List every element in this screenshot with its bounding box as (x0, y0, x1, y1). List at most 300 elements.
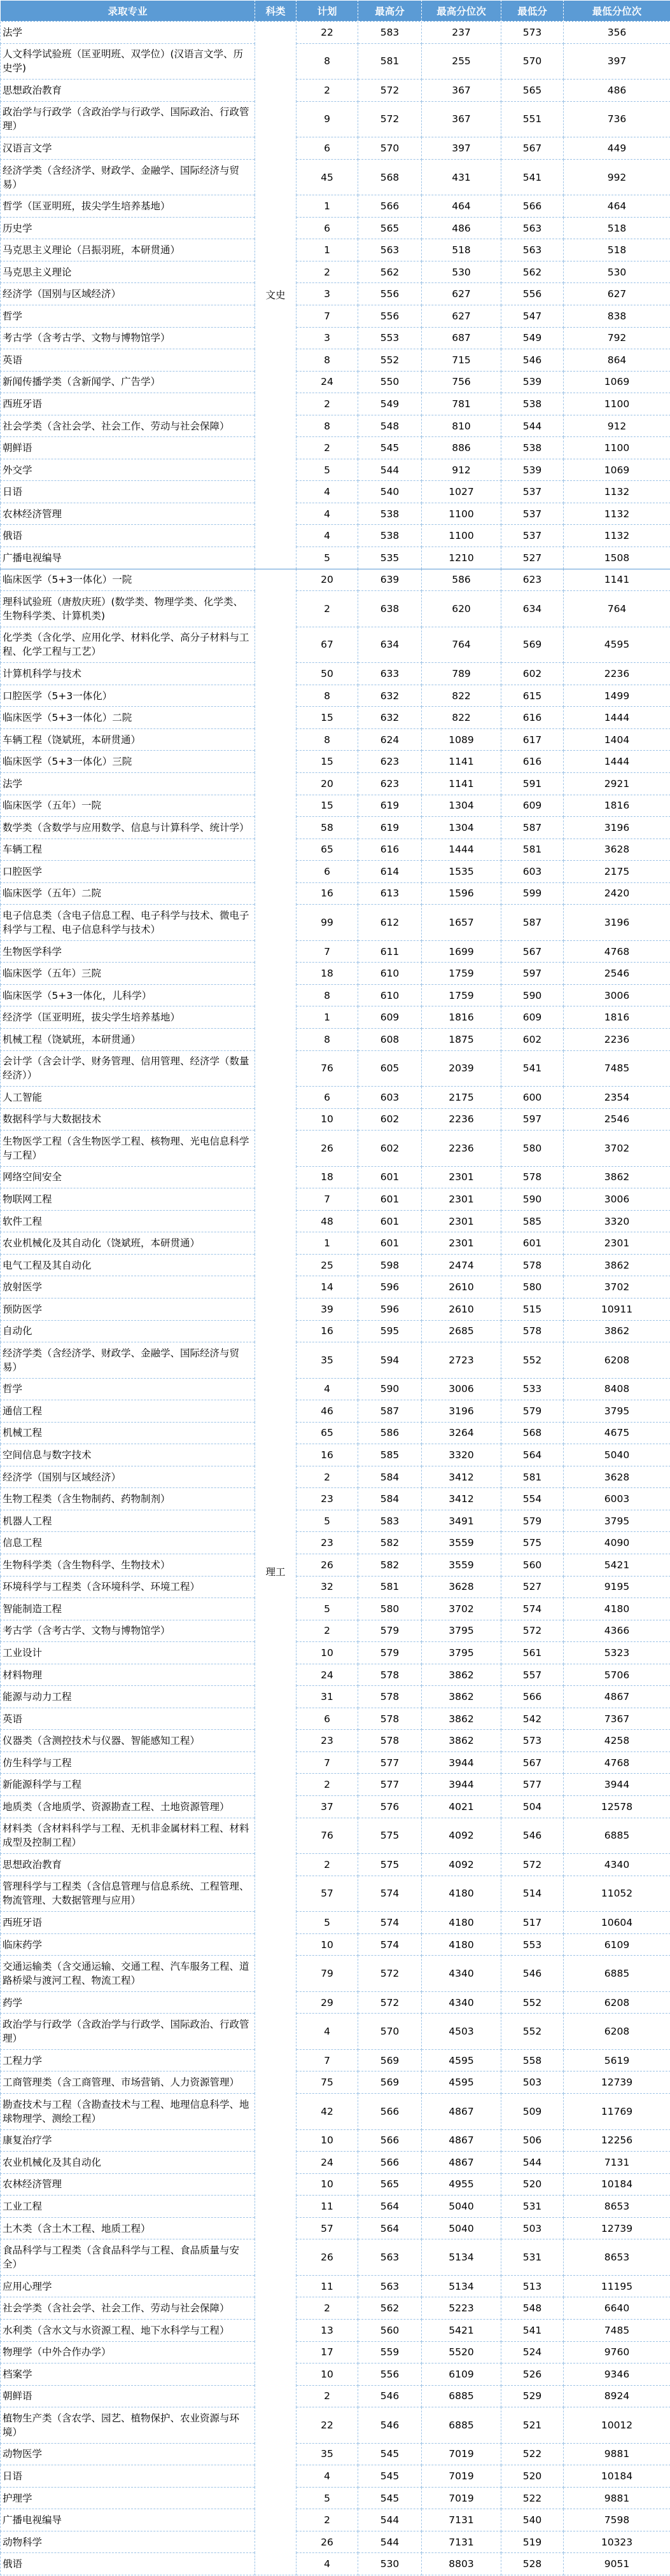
cell-plan: 6 (297, 861, 358, 883)
cell-min-rank: 7367 (564, 1708, 670, 1730)
cell-max-rank: 4021 (422, 1796, 501, 1818)
table-row (1, 1400, 670, 1423)
cell-plan: 11 (297, 2196, 358, 2218)
cell-min-score: 546 (501, 349, 564, 372)
cell-major: 经济学（国别与区域经济） (1, 283, 255, 305)
table-row (1, 1254, 670, 1276)
table-row (1, 1466, 670, 1488)
cell-category: 文史 (255, 22, 297, 569)
table-row (1, 2094, 670, 2130)
cell-max-rank: 7131 (422, 2531, 501, 2553)
table-row (1, 101, 670, 137)
table-row (1, 1444, 670, 1466)
cell-major: 哲学 (1, 305, 255, 328)
cell-plan: 2 (297, 1774, 358, 1796)
cell-max-rank: 464 (422, 195, 501, 218)
cell-min-rank: 3795 (564, 1400, 670, 1423)
cell-min-score: 597 (501, 1108, 564, 1131)
cell-max-rank: 3264 (422, 1422, 501, 1444)
cell-max-rank: 810 (422, 415, 501, 437)
cell-min-rank: 1404 (564, 728, 670, 751)
cell-min-score: 539 (501, 371, 564, 393)
cell-major: 临床医学（五年）二院 (1, 882, 255, 905)
table-row (1, 1854, 670, 1876)
table-row (1, 1554, 670, 1577)
cell-max-rank: 1304 (422, 817, 501, 839)
cell-plan: 4 (297, 503, 358, 525)
cell-plan: 10 (297, 1933, 358, 1956)
cell-max-score: 601 (358, 1188, 422, 1211)
cell-max-rank: 3795 (422, 1620, 501, 1642)
cell-min-score: 547 (501, 305, 564, 328)
table-row (1, 1796, 670, 1818)
table-row (1, 2385, 670, 2407)
cell-min-rank: 792 (564, 327, 670, 349)
cell-plan: 7 (297, 940, 358, 963)
cell-max-score: 613 (358, 882, 422, 905)
cell-major: 朝鲜语 (1, 437, 255, 459)
cell-major: 英语 (1, 349, 255, 372)
cell-max-rank: 3795 (422, 1642, 501, 1664)
cell-max-rank: 715 (422, 349, 501, 372)
cell-min-rank: 6885 (564, 1956, 670, 1992)
cell-min-rank: 3944 (564, 1774, 670, 1796)
cell-min-score: 602 (501, 663, 564, 685)
cell-max-rank: 2610 (422, 1298, 501, 1320)
cell-major: 朝鲜语 (1, 2385, 255, 2407)
cell-major: 法学 (1, 772, 255, 795)
cell-min-score: 533 (501, 1378, 564, 1400)
cell-plan: 9 (297, 101, 358, 137)
cell-max-score: 639 (358, 569, 422, 591)
table-row (1, 984, 670, 1006)
cell-max-score: 582 (358, 1532, 422, 1554)
cell-max-score: 563 (358, 2275, 422, 2297)
cell-major: 临床医学（五年）三院 (1, 963, 255, 985)
cell-max-rank: 1100 (422, 525, 501, 547)
cell-min-score: 522 (501, 2443, 564, 2465)
cell-major: 工业工程 (1, 2196, 255, 2218)
cell-max-score: 568 (358, 159, 422, 195)
table-row (1, 1912, 670, 1934)
cell-max-rank: 764 (422, 627, 501, 663)
cell-max-rank: 3702 (422, 1598, 501, 1620)
cell-max-rank: 7019 (422, 2443, 501, 2465)
cell-plan: 10 (297, 2173, 358, 2196)
cell-plan: 4 (297, 525, 358, 547)
cell-major: 药学 (1, 1991, 255, 2014)
cell-plan: 2 (297, 2509, 358, 2531)
cell-max-score: 560 (358, 2319, 422, 2341)
cell-max-rank: 3196 (422, 1400, 501, 1423)
cell-max-score: 632 (358, 685, 422, 707)
cell-max-rank: 7019 (422, 2487, 501, 2509)
cell-plan: 2 (297, 261, 358, 283)
cell-major: 自动化 (1, 1320, 255, 1342)
cell-max-rank: 4595 (422, 2071, 501, 2094)
cell-max-score: 603 (358, 1087, 422, 1109)
cell-max-score: 563 (358, 239, 422, 261)
cell-max-score: 624 (358, 728, 422, 751)
cell-plan: 75 (297, 2071, 358, 2094)
cell-max-score: 577 (358, 1751, 422, 1774)
table-row (1, 43, 670, 80)
cell-max-rank: 5223 (422, 2297, 501, 2320)
cell-min-score: 616 (501, 707, 564, 729)
cell-plan: 31 (297, 1686, 358, 1708)
cell-major: 经济学类（含经济学、财政学、金融学、国际经济与贸易） (1, 1342, 255, 1379)
cell-max-score: 566 (358, 2129, 422, 2152)
cell-max-score: 562 (358, 2297, 422, 2320)
cell-min-score: 527 (501, 547, 564, 569)
cell-min-rank: 6003 (564, 1488, 670, 1510)
cell-min-score: 590 (501, 984, 564, 1006)
cell-major: 农业机械化及其自动化 (1, 2152, 255, 2174)
cell-max-rank: 756 (422, 371, 501, 393)
cell-plan: 5 (297, 1912, 358, 1934)
cell-major: 地质类（含地质学、资源勘查工程、土地资源管理） (1, 1796, 255, 1818)
cell-min-rank: 5323 (564, 1642, 670, 1664)
cell-max-rank: 2685 (422, 1320, 501, 1342)
table-row (1, 2407, 670, 2444)
cell-min-rank: 9195 (564, 1576, 670, 1598)
cell-max-score: 598 (358, 1254, 422, 1276)
cell-min-score: 503 (501, 2071, 564, 2094)
cell-min-score: 585 (501, 1210, 564, 1232)
cell-major: 人文科学试验班（匡亚明班、双学位）(汉语言文学、历史学) (1, 43, 255, 80)
cell-min-score: 601 (501, 1232, 564, 1255)
cell-plan: 15 (297, 751, 358, 773)
cell-max-rank: 2301 (422, 1188, 501, 1211)
cell-min-rank: 3196 (564, 817, 670, 839)
cell-plan: 57 (297, 1876, 358, 1912)
cell-major: 网络空间安全 (1, 1166, 255, 1188)
cell-major: 交通运输类（含交通运输、交通工程、汽车服务工程、道路桥梁与渡河工程、物流工程） (1, 1956, 255, 1992)
cell-min-rank: 10184 (564, 2465, 670, 2488)
cell-max-score: 616 (358, 839, 422, 861)
cell-plan: 8 (297, 1028, 358, 1050)
cell-min-rank: 4366 (564, 1620, 670, 1642)
cell-min-rank: 3862 (564, 1320, 670, 1342)
cell-min-rank: 12578 (564, 1796, 670, 1818)
table-row (1, 627, 670, 663)
cell-plan: 1 (297, 1232, 358, 1255)
cell-max-score: 583 (358, 22, 422, 44)
cell-max-rank: 3006 (422, 1378, 501, 1400)
cell-plan: 10 (297, 2129, 358, 2152)
cell-max-score: 530 (358, 2553, 422, 2575)
cell-max-score: 564 (358, 2196, 422, 2218)
cell-major: 电气工程及其自动化 (1, 1254, 255, 1276)
cell-min-score: 572 (501, 1620, 564, 1642)
cell-min-rank: 9760 (564, 2341, 670, 2364)
cell-min-rank: 1444 (564, 707, 670, 729)
cell-min-score: 524 (501, 2341, 564, 2364)
cell-min-rank: 3628 (564, 1466, 670, 1488)
cell-min-rank: 2921 (564, 772, 670, 795)
cell-max-score: 590 (358, 1378, 422, 1400)
cell-max-score: 585 (358, 1444, 422, 1466)
cell-min-rank: 736 (564, 101, 670, 137)
table-row (1, 839, 670, 861)
cell-min-rank: 397 (564, 43, 670, 80)
cell-min-score: 544 (501, 2152, 564, 2174)
cell-min-score: 544 (501, 415, 564, 437)
table-row (1, 707, 670, 729)
header-category: 科类 (255, 1, 297, 22)
cell-major: 物理学（中外合作办学） (1, 2341, 255, 2364)
cell-major: 考古学（含考古学、文物与博物馆学） (1, 1620, 255, 1642)
cell-major: 车辆工程 (1, 839, 255, 861)
cell-max-rank: 822 (422, 685, 501, 707)
cell-min-rank: 10012 (564, 2407, 670, 2444)
table-row (1, 305, 670, 328)
cell-max-rank: 5134 (422, 2239, 501, 2276)
cell-max-rank: 1535 (422, 861, 501, 883)
cell-min-rank: 9881 (564, 2443, 670, 2465)
cell-major: 机械工程（饶斌班，本研贯通） (1, 1028, 255, 1050)
table-row (1, 1620, 670, 1642)
cell-min-score: 578 (501, 1166, 564, 1188)
cell-max-rank: 4595 (422, 2049, 501, 2071)
cell-plan: 6 (297, 137, 358, 160)
cell-plan: 18 (297, 1166, 358, 1188)
cell-max-score: 544 (358, 2531, 422, 2553)
cell-plan: 18 (297, 963, 358, 985)
table-row (1, 1028, 670, 1050)
table-header (1, 1, 670, 22)
cell-plan: 4 (297, 2553, 358, 2575)
cell-max-score: 578 (358, 1664, 422, 1686)
cell-min-rank: 627 (564, 283, 670, 305)
table-row (1, 415, 670, 437)
cell-plan: 20 (297, 772, 358, 795)
header-max-rank: 最高分位次 (422, 1, 501, 22)
cell-plan: 3 (297, 283, 358, 305)
cell-min-score: 504 (501, 1796, 564, 1818)
cell-max-score: 632 (358, 707, 422, 729)
table-row (1, 371, 670, 393)
header-max-score: 最高分 (358, 1, 422, 22)
cell-major: 康复治疗学 (1, 2129, 255, 2152)
cell-max-score: 544 (358, 459, 422, 481)
cell-plan: 20 (297, 569, 358, 591)
header-plan: 计划 (297, 1, 358, 22)
cell-min-score: 566 (501, 195, 564, 218)
cell-max-score: 601 (358, 1232, 422, 1255)
cell-min-rank: 3628 (564, 839, 670, 861)
cell-max-rank: 1141 (422, 751, 501, 773)
table-row (1, 1488, 670, 1510)
table-row (1, 525, 670, 547)
table-row (1, 327, 670, 349)
cell-min-rank: 3320 (564, 1210, 670, 1232)
cell-max-score: 552 (358, 349, 422, 372)
cell-max-rank: 620 (422, 591, 501, 627)
cell-min-score: 561 (501, 1642, 564, 1664)
cell-plan: 99 (297, 905, 358, 941)
table-row (1, 2341, 670, 2364)
cell-major: 临床药学 (1, 1933, 255, 1956)
cell-min-rank: 7131 (564, 2152, 670, 2174)
cell-major: 临床医学（5+3一体化）三院 (1, 751, 255, 773)
cell-max-rank: 2474 (422, 1254, 501, 1276)
cell-min-rank: 12256 (564, 2129, 670, 2152)
cell-max-score: 575 (358, 1854, 422, 1876)
cell-plan: 26 (297, 1131, 358, 1167)
cell-plan: 24 (297, 1664, 358, 1686)
cell-max-score: 605 (358, 1050, 422, 1087)
cell-major: 放射医学 (1, 1276, 255, 1298)
cell-max-score: 569 (358, 2071, 422, 2094)
cell-major: 广播电视编导 (1, 547, 255, 569)
cell-min-rank: 5040 (564, 1444, 670, 1466)
cell-max-score: 566 (358, 195, 422, 218)
cell-max-rank: 237 (422, 22, 501, 44)
cell-major: 政治学与行政学（含政治学与行政学、国际政治、行政管理） (1, 101, 255, 137)
cell-plan: 8 (297, 984, 358, 1006)
cell-min-rank: 1100 (564, 393, 670, 415)
cell-major: 经济学类（含经济学、财政学、金融学、国际经济与贸易） (1, 159, 255, 195)
cell-max-rank: 5040 (422, 2196, 501, 2218)
cell-max-score: 569 (358, 2049, 422, 2071)
cell-major: 日语 (1, 2465, 255, 2488)
cell-max-rank: 530 (422, 261, 501, 283)
cell-max-rank: 3628 (422, 1576, 501, 1598)
cell-max-rank: 5421 (422, 2319, 501, 2341)
cell-max-score: 574 (358, 1933, 422, 1956)
cell-max-rank: 4180 (422, 1933, 501, 1956)
cell-max-rank: 7019 (422, 2465, 501, 2488)
cell-plan: 6 (297, 1087, 358, 1109)
cell-min-rank: 10323 (564, 2531, 670, 2553)
cell-min-score: 602 (501, 1028, 564, 1050)
cell-major: 工程力学 (1, 2049, 255, 2071)
table-row (1, 882, 670, 905)
cell-max-score: 540 (358, 481, 422, 503)
cell-major: 马克思主义理论（吕振羽班，本研贯通） (1, 239, 255, 261)
cell-plan: 2 (297, 591, 358, 627)
cell-plan: 2 (297, 1854, 358, 1876)
cell-min-rank: 518 (564, 239, 670, 261)
cell-min-score: 548 (501, 2297, 564, 2320)
cell-max-rank: 3862 (422, 1730, 501, 1752)
cell-plan: 2 (297, 437, 358, 459)
cell-min-rank: 7485 (564, 2319, 670, 2341)
cell-max-score: 546 (358, 2385, 422, 2407)
cell-min-score: 557 (501, 1664, 564, 1686)
cell-min-rank: 2546 (564, 1108, 670, 1131)
cell-max-rank: 1100 (422, 503, 501, 525)
cell-min-score: 600 (501, 1087, 564, 1109)
cell-max-score: 595 (358, 1320, 422, 1342)
cell-major: 新能源科学与工程 (1, 1774, 255, 1796)
cell-major: 农林经济管理 (1, 503, 255, 525)
table-row (1, 1510, 670, 1532)
cell-min-score: 580 (501, 1276, 564, 1298)
cell-max-rank: 3944 (422, 1774, 501, 1796)
cell-min-rank: 12739 (564, 2217, 670, 2239)
cell-max-rank: 3862 (422, 1708, 501, 1730)
table-row (1, 239, 670, 261)
cell-plan: 8 (297, 43, 358, 80)
cell-max-rank: 789 (422, 663, 501, 685)
table-row (1, 1933, 670, 1956)
cell-max-score: 545 (358, 2465, 422, 2488)
cell-min-score: 552 (501, 1342, 564, 1379)
cell-max-score: 570 (358, 137, 422, 160)
cell-min-score: 634 (501, 591, 564, 627)
cell-major: 工业设计 (1, 1642, 255, 1664)
cell-major: 材料物理 (1, 1664, 255, 1686)
cell-min-rank: 8653 (564, 2239, 670, 2276)
cell-major: 机器人工程 (1, 1510, 255, 1532)
cell-min-score: 553 (501, 1933, 564, 1956)
cell-plan: 1 (297, 239, 358, 261)
cell-max-score: 584 (358, 1466, 422, 1488)
cell-major: 应用心理学 (1, 2275, 255, 2297)
cell-major: 法学 (1, 22, 255, 44)
table-row (1, 2173, 670, 2196)
cell-min-score: 527 (501, 1576, 564, 1598)
cell-max-score: 596 (358, 1276, 422, 1298)
cell-min-rank: 4090 (564, 1532, 670, 1554)
cell-min-score: 577 (501, 1774, 564, 1796)
cell-min-rank: 9051 (564, 2553, 670, 2575)
cell-min-rank: 3196 (564, 905, 670, 941)
cell-plan: 5 (297, 547, 358, 569)
cell-plan: 23 (297, 1532, 358, 1554)
cell-max-score: 638 (358, 591, 422, 627)
cell-plan: 14 (297, 1276, 358, 1298)
table-row (1, 1342, 670, 1379)
cell-min-score: 556 (501, 283, 564, 305)
cell-max-score: 565 (358, 2173, 422, 2196)
cell-min-score: 528 (501, 2553, 564, 2575)
cell-plan: 8 (297, 349, 358, 372)
cell-major: 能源与动力工程 (1, 1686, 255, 1708)
cell-min-score: 552 (501, 2014, 564, 2050)
cell-plan: 24 (297, 371, 358, 393)
cell-major: 新闻传播学类（含新闻学、广告学） (1, 371, 255, 393)
cell-min-score: 538 (501, 437, 564, 459)
cell-max-score: 545 (358, 437, 422, 459)
cell-category: 理工 (255, 569, 297, 2575)
cell-min-rank: 2354 (564, 1087, 670, 1109)
table-row (1, 1751, 670, 1774)
cell-max-rank: 3862 (422, 1664, 501, 1686)
cell-min-score: 573 (501, 22, 564, 44)
cell-min-rank: 1132 (564, 481, 670, 503)
table-row (1, 1956, 670, 1992)
table-row (1, 2275, 670, 2297)
cell-max-rank: 1816 (422, 1006, 501, 1029)
cell-min-rank: 1069 (564, 371, 670, 393)
table-row (1, 1006, 670, 1029)
cell-min-score: 591 (501, 772, 564, 795)
cell-major: 哲学（匡亚明班，拔尖学生培养基地） (1, 195, 255, 218)
cell-max-rank: 5040 (422, 2217, 501, 2239)
cell-plan: 46 (297, 1400, 358, 1423)
cell-major: 思想政治教育 (1, 80, 255, 102)
cell-plan: 58 (297, 817, 358, 839)
cell-plan: 7 (297, 2049, 358, 2071)
cell-max-score: 579 (358, 1620, 422, 1642)
cell-max-score: 587 (358, 1400, 422, 1423)
cell-plan: 42 (297, 2094, 358, 2130)
cell-major: 俄语 (1, 2553, 255, 2575)
table-row (1, 393, 670, 415)
